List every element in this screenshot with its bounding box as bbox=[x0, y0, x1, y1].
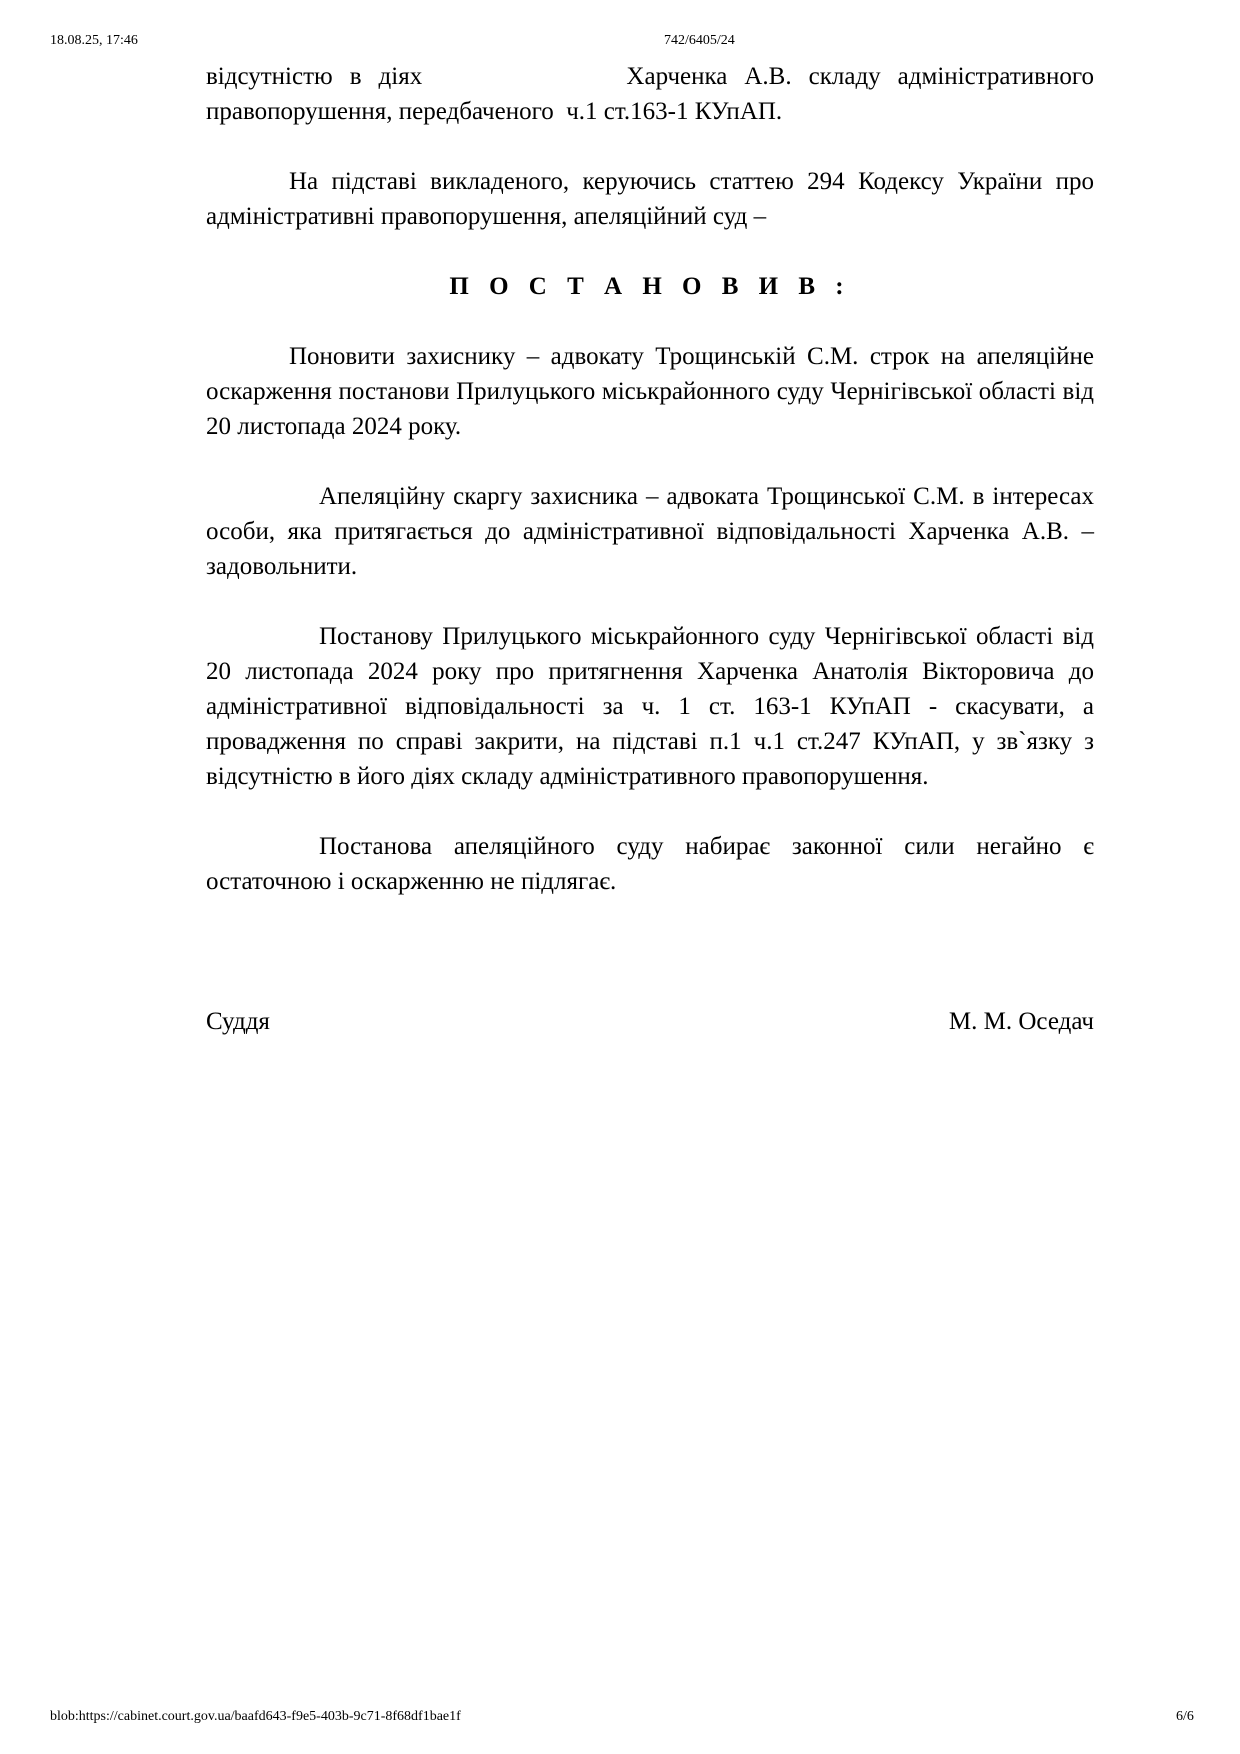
paragraph-restore-term: Поновити захиснику – адвокату Трощинській С.М. строк на апеляційне оскарження постанови Прилуцького міськрайонного суду Чернігівської області від 20 листопада 2024 року. bbox=[206, 343, 1094, 440]
print-case-number: 742/6405/24 bbox=[664, 33, 735, 48]
document-body bbox=[206, 59, 1101, 1039]
print-url: blob:https://cabinet.court.gov.ua/baafd643-f9e5-403b-9c71-8f68df1bae1f bbox=[50, 1709, 461, 1724]
page-number: 6/6 bbox=[1176, 1709, 1194, 1724]
paragraph-absence-of-offense: відсутністю в діях Харченка А.В. складу адміністративного правопорушення, передбаченого ч.1 ст.163-1 КУпАП. bbox=[206, 63, 1101, 125]
signature-block bbox=[206, 1004, 1094, 1039]
paragraph-final-ruling: Постанова апеляційного суду набирає законної сили негайно є остаточною і оскарженню не підлягає. bbox=[206, 833, 1094, 895]
judge-title: Суддя bbox=[206, 1008, 270, 1035]
paragraph-legal-basis: На підставі викладеного, керуючись статтею 294 Кодексу України про адміністративні правопорушення, апеляційний суд – bbox=[206, 168, 1094, 230]
verdict-heading: П О С Т А Н О В И В : bbox=[449, 273, 851, 300]
judge-name: М. М. Оседач bbox=[948, 1008, 1094, 1035]
paragraph-cancel-ruling: Постанову Прилуцького міськрайонного суду Чернігівської області від 20 листопада 2024 року про притягнення Харченка Анатолія Вікторовича до адміністративної відповідальності за ч. 1 ст. 163-1 КУпАП - скасувати, а провадження по справі закрити, на підставі п.1 ч.1 ст.247 КУпАП, у зв`язку з відсутністю в його діях складу адміністративного правопорушення. bbox=[206, 623, 1094, 790]
paragraph-appeal-satisfied: Апеляційну скаргу захисника – адвоката Трощинської С.М. в інтересах особи, яка притягається до адміністративної відповідальності Харченка А.В. – задовольнити. bbox=[206, 483, 1094, 580]
print-datetime: 18.08.25, 17:46 bbox=[50, 33, 138, 48]
